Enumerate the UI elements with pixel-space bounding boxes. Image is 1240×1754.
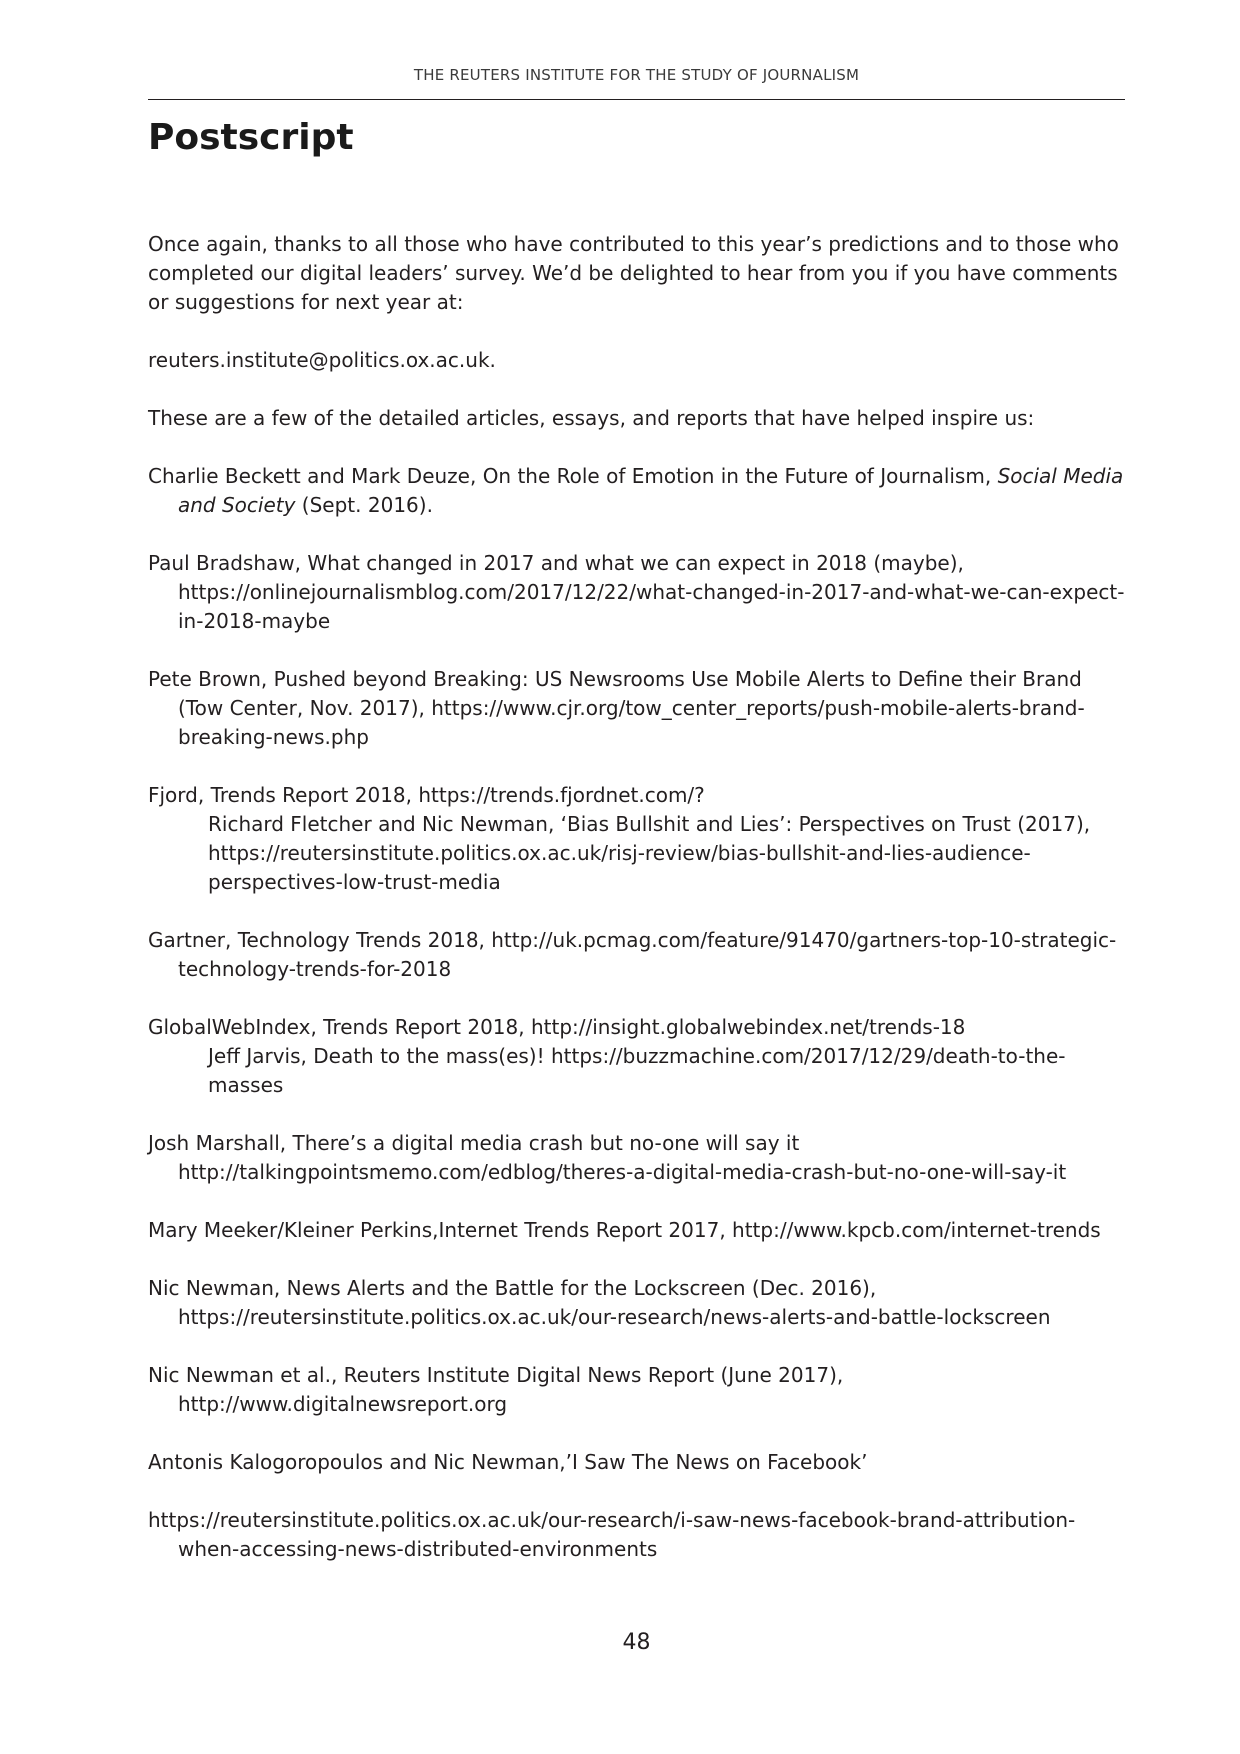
reference-newman-alerts: Nic Newman, News Alerts and the Battle for the Lockscreen (Dec. 2016), https://reutersinstitute.politics.ox.ac.uk/our-research/news-alerts-and-battle-lockscreen [148,1276,1051,1329]
page-number: 48 [622,1630,651,1655]
page-body [148,230,1125,1593]
reference-gartner: Gartner, Technology Trends 2018, http://uk.pcmag.com/feature/91470/gartners-top-10-strategic-technology-trends-for-2018 [148,928,1117,981]
reference-fjord: Fjord, Trends Report 2018, https://trends.fjordnet.com/? [148,783,705,807]
reference-fjord-fletcher [148,781,1125,897]
intro-paragraph: Once again, thanks to all those who have contributed to this year’s predictions and to those who completed our digital leaders’ survey. We’d be delighted to hear from you if you have comments or suggestions for next year at: [148,232,1119,314]
reference-beckett-text: Charlie Beckett and Mark Deuze, On the Role of Emotion in the Future of Journalism, [148,464,998,488]
header-rule [148,99,1125,100]
reference-kalogoropoulos-url: https://reutersinstitute.politics.ox.ac.uk/our-research/i-saw-news-facebook-brand-attribution-when-accessing-news-distributed-environments [148,1508,1076,1561]
reference-newman-dnr: Nic Newman et al., Reuters Institute Digital News Report (June 2017), http://www.digitalnewsreport.org [148,1363,844,1416]
page-title: Postscript [148,117,354,158]
reference-meeker: Mary Meeker/Kleiner Perkins,Internet Trends Report 2017, http://www.kpcb.com/internet-trends [148,1218,1101,1242]
reference-beckett-journal: Social Media and Society [178,464,1124,517]
reference-marshall: Josh Marshall, There’s a digital media crash but no-one will say it http://talkingpointsmemo.com/edblog/theres-a-digital-media-crash-but-no-one-will-say-it [148,1131,1067,1184]
reference-bradshaw: Paul Bradshaw, What changed in 2017 and what we can expect in 2018 (maybe), https://onlinejournalismblog.com/2017/12/22/what-changed-in-2017-and-what-we-can-expect-in-2018-maybe [148,551,1125,633]
running-header: THE REUTERS INSTITUTE FOR THE STUDY OF JOURNALISM [413,66,860,84]
reference-beckett [148,462,1125,520]
contact-email[interactable]: reuters.institute@politics.ox.ac.uk. [148,348,496,372]
references-lead: These are a few of the detailed articles, essays, and reports that have helped inspire us: [148,406,1035,430]
reference-globalwebindex: GlobalWebIndex, Trends Report 2018, http://insight.globalwebindex.net/trends-18 [148,1015,966,1039]
reference-globalwebindex-jarvis [148,1013,1125,1100]
reference-beckett-date: (Sept. 2016). [295,493,433,517]
reference-jarvis: Jeff Jarvis, Death to the mass(es)! https://buzzmachine.com/2017/12/29/death-to-the-masses [208,1044,1066,1097]
reference-fletcher: Richard Fletcher and Nic Newman, ‘Bias Bullshit and Lies’: Perspectives on Trust (2017), https://reutersinstitute.politics.ox.ac.uk/risj-review/bias-bullshit-and-lies-audience-perspectives-low-trust-media [208,812,1091,894]
reference-brown: Pete Brown, Pushed beyond Breaking: US Newsrooms Use Mobile Alerts to Define their Brand (Tow Center, Nov. 2017), https://www.cjr.org/tow_center_reports/push-mobile-alerts-brand-breaking-news.php [148,667,1085,749]
reference-kalogoropoulos: Antonis Kalogoropoulos and Nic Newman,’I Saw The News on Facebook’ [148,1450,868,1474]
